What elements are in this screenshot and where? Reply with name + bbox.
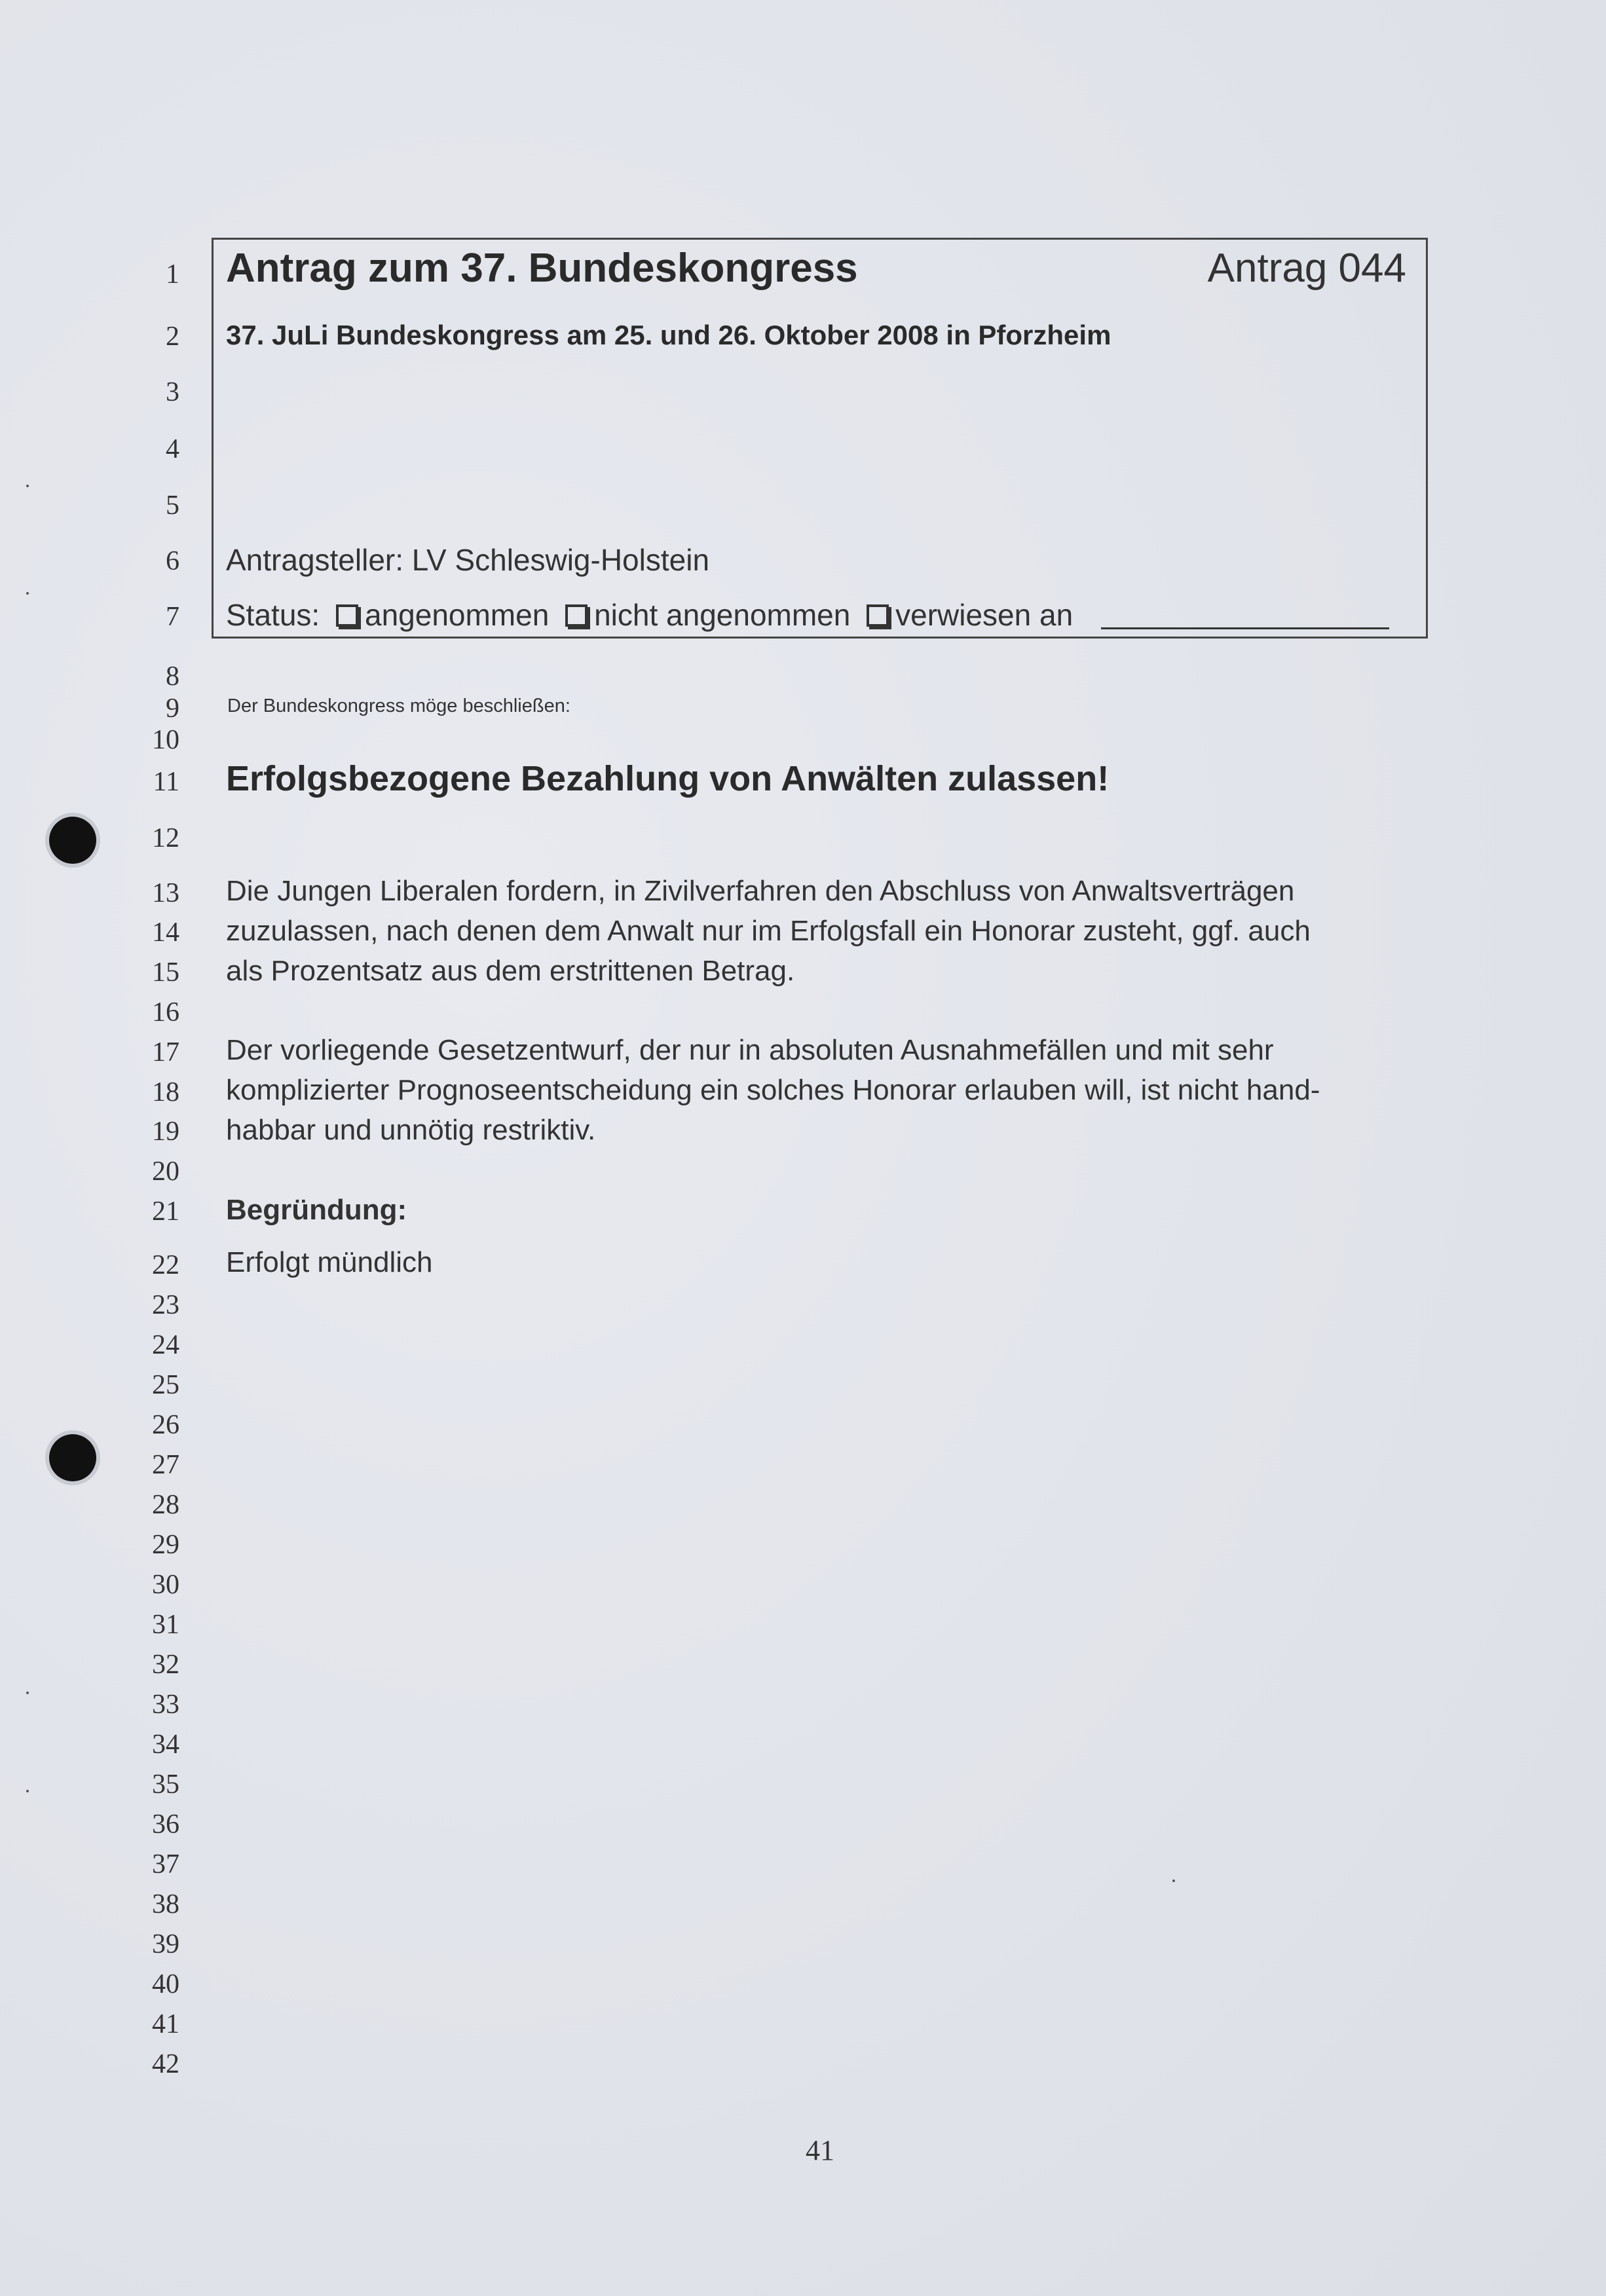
line-number: 19 xyxy=(152,1117,179,1147)
paragraph-line: Die Jungen Liberalen fordern, in Zivilverfahren den Abschluss von Anwaltsverträgen xyxy=(226,875,1295,907)
line-number: 23 xyxy=(152,1290,179,1320)
document-title: Antrag zum 37. Bundeskongress xyxy=(226,246,858,291)
line-number: 31 xyxy=(152,1610,179,1640)
line-number: 29 xyxy=(152,1530,179,1560)
paragraph-2 xyxy=(226,1030,1425,1150)
motion-title: Erfolgsbezogene Bezahlung von Anwälten zulassen! xyxy=(226,759,1110,798)
antrag-number: Antrag 044 xyxy=(1207,246,1406,291)
reasoning-text: Erfolgt mündlich xyxy=(226,1246,433,1278)
line-number: 6 xyxy=(166,546,179,576)
checkbox-nicht-angenommen[interactable] xyxy=(565,604,588,627)
line-number: 1 xyxy=(166,259,179,289)
line-number: 33 xyxy=(152,1690,179,1720)
status-label: Status: xyxy=(226,598,320,632)
line-number: 9 xyxy=(166,694,179,724)
line-number: 12 xyxy=(152,823,179,853)
line-number: 30 xyxy=(152,1570,179,1600)
line-number: 17 xyxy=(152,1037,179,1067)
line-number: 11 xyxy=(153,767,179,797)
status-option-verwiesen: verwiesen an xyxy=(895,598,1074,632)
reasoning-label: Begründung: xyxy=(226,1194,407,1226)
line-number: 4 xyxy=(166,434,179,464)
line-number: 32 xyxy=(152,1650,179,1680)
line-number: 41 xyxy=(152,2009,179,2039)
line-number: 15 xyxy=(152,957,179,988)
header-box xyxy=(212,238,1428,639)
line-number: 24 xyxy=(152,1330,179,1360)
line-number: 10 xyxy=(152,725,179,755)
line-number: 26 xyxy=(152,1410,179,1440)
line-number: 40 xyxy=(152,1969,179,1999)
line-number: 42 xyxy=(152,2049,179,2079)
line-number: 18 xyxy=(152,1077,179,1107)
line-number: 34 xyxy=(152,1730,179,1760)
paragraph-line: als Prozentsatz aus dem erstrittenen Betrag. xyxy=(226,955,795,987)
paragraph-line: Der vorliegende Gesetzentwurf, der nur in absoluten Ausnahmefällen und mit sehr xyxy=(226,1034,1274,1066)
line-number-column xyxy=(0,0,196,2296)
line-number: 28 xyxy=(152,1490,179,1520)
line-number: 13 xyxy=(152,878,179,908)
line-number: 35 xyxy=(152,1769,179,1800)
speck xyxy=(1172,1879,1175,1882)
line-number: 27 xyxy=(152,1450,179,1480)
line-number: 39 xyxy=(152,1929,179,1959)
line-number: 38 xyxy=(152,1889,179,1919)
line-number: 20 xyxy=(152,1157,179,1187)
paragraph-1 xyxy=(226,871,1425,991)
line-number: 16 xyxy=(152,997,179,1028)
page-number: 41 xyxy=(806,2134,834,2166)
referral-blank-line[interactable] xyxy=(1101,601,1389,629)
paragraph-line: komplizierter Prognoseentscheidung ein solches Honorar erlauben will, ist nicht hand- xyxy=(226,1074,1320,1106)
line-number: 36 xyxy=(152,1809,179,1840)
intro-text: Der Bundeskongress möge beschließen: xyxy=(227,695,570,716)
line-number: 37 xyxy=(152,1849,179,1879)
paragraph-line: habbar und unnötig restriktiv. xyxy=(226,1114,596,1146)
status-option-angenommen: angenommen xyxy=(364,598,550,632)
status-row xyxy=(226,597,1389,633)
line-number: 21 xyxy=(152,1196,179,1227)
checkbox-angenommen[interactable] xyxy=(336,604,358,627)
paragraph-line: zuzulassen, nach denen dem Anwalt nur im Erfolgsfall ein Honorar zusteht, ggf. auch xyxy=(226,915,1311,947)
line-number: 5 xyxy=(166,491,179,521)
checkbox-verwiesen[interactable] xyxy=(867,604,889,627)
line-number: 22 xyxy=(152,1250,179,1280)
line-number: 3 xyxy=(166,377,179,407)
line-number: 7 xyxy=(166,602,179,632)
line-number: 2 xyxy=(166,322,179,352)
line-number: 14 xyxy=(152,917,179,948)
line-number: 25 xyxy=(152,1370,179,1400)
line-number: 8 xyxy=(166,661,179,692)
congress-subtitle: 37. JuLi Bundeskongress am 25. und 26. Oktober 2008 in Pforzheim xyxy=(226,320,1111,350)
applicant: Antragsteller: LV Schleswig-Holstein xyxy=(226,543,710,577)
status-option-nicht-angenommen: nicht angenommen xyxy=(594,598,851,632)
